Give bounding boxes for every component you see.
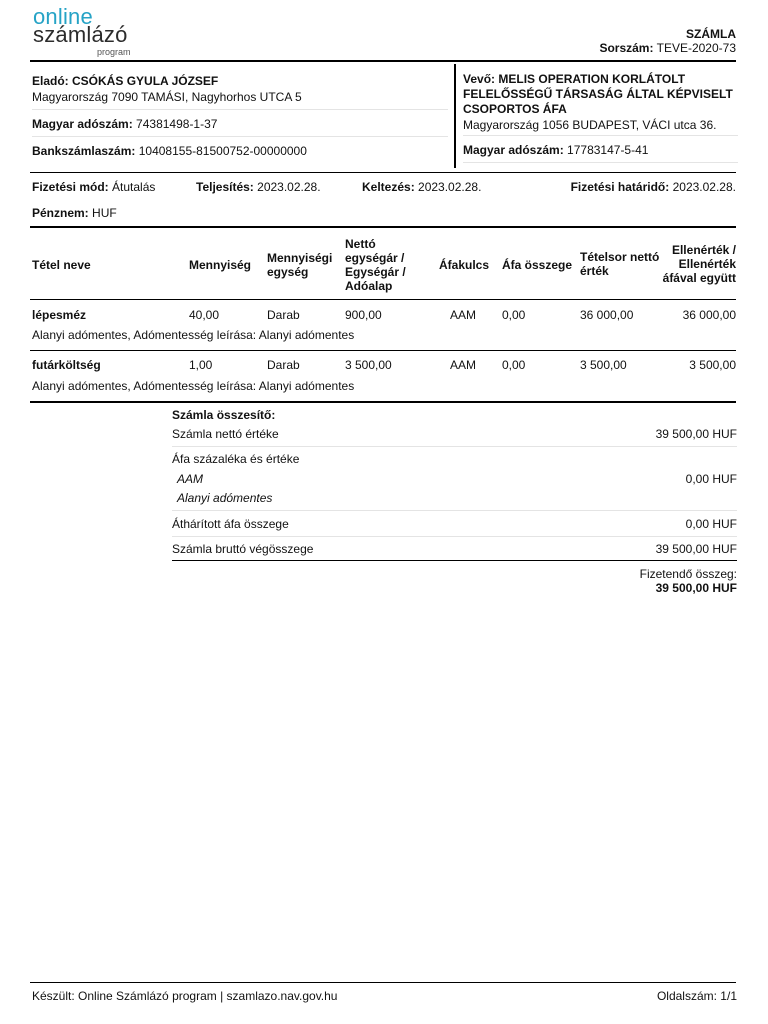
online-szamlazo-logo (33, 4, 143, 57)
issue-value: 2023.02.28. (418, 180, 482, 194)
fulfillment-date (196, 180, 321, 194)
payment-method (32, 180, 155, 194)
serial-label: Sorszám: (599, 41, 654, 55)
summary-net-value: 39 500,00 HUF (655, 427, 737, 441)
buyer-tax-value: 17783147-5-41 (567, 143, 649, 157)
due-label: Fizetési határidő: (570, 180, 670, 194)
summary-vat-desc: Alanyi adómentes (177, 491, 273, 505)
row-vat-note: Alanyi adómentes, Adómentesség leírása: Alanyi adómentes (32, 379, 355, 393)
header-net-l2: érték (580, 264, 609, 278)
currency (32, 206, 117, 220)
seller-name-row (32, 72, 448, 110)
seller-name: CSÓKÁS GYULA JÓZSEF (72, 74, 219, 88)
buyer-tax-label: Magyar adószám: (463, 143, 564, 157)
due-value: 2023.02.28. (672, 180, 736, 194)
summary-divider (172, 510, 737, 511)
header-vat-amount: Áfa összege (502, 258, 573, 272)
header-net-value (580, 250, 659, 278)
buyer-block (454, 64, 738, 168)
header-gross-l1: Ellenérték / (671, 243, 736, 257)
summary-divider (172, 536, 737, 537)
row-gross-value: 36 000,00 (682, 308, 736, 322)
header-unit-l2: egység (267, 265, 309, 279)
row-net-value: 3 500,00 (580, 358, 627, 372)
header-unit-l1: Mennyiségi (267, 251, 333, 265)
header-vat-rate: Áfakulcs (439, 258, 490, 272)
summary-vat-code: AAM (177, 472, 204, 486)
row-quantity: 40,00 (189, 308, 220, 322)
seller-tax-row (32, 110, 448, 137)
header-price-l4: Adóalap (345, 279, 393, 293)
seller-bank-label: Bankszámlaszám: (32, 144, 136, 158)
summary-transferred-value: 0,00 HUF (685, 517, 737, 531)
buyer-label: Vevő: (463, 72, 496, 86)
buyer-name (463, 64, 738, 117)
row-item-name: lépesméz (32, 308, 87, 322)
summary-end-divider (172, 560, 737, 561)
header-net-l1: Tételsor nettó (580, 250, 660, 264)
seller-label: Eladó: (32, 74, 69, 88)
seller-block (32, 72, 448, 163)
summary-vat-label: Áfa százaléka és értéke (172, 452, 300, 466)
seller-tax-label: Magyar adószám: (32, 117, 133, 131)
items-end-divider (30, 401, 736, 403)
summary-divider (172, 446, 737, 447)
row-vat-amount: 0,00 (502, 308, 526, 322)
fulfillment-label: Teljesítés: (196, 180, 254, 194)
summary-transferred-label: Áthárított áfa összege (172, 517, 289, 531)
row-unit-price: 900,00 (345, 308, 382, 322)
header-gross-value (663, 243, 736, 285)
issue-date (362, 180, 481, 194)
row-vat-rate: AAM (450, 358, 477, 372)
issue-label: Keltezés: (362, 180, 415, 194)
header-price-l3: Egységár / (345, 265, 406, 279)
header-quantity: Mennyiség (189, 258, 252, 272)
summary-gross-label: Számla bruttó végösszege (172, 542, 314, 556)
document-title: SZÁMLA (686, 27, 736, 41)
buyer-address: Magyarország 1056 BUDAPEST, VÁCI utca 36. (463, 117, 738, 136)
summary-title: Számla összesítő: (172, 408, 276, 422)
header-price-l2: egységár / (345, 251, 405, 265)
header-gross-l2: Ellenérték (678, 257, 736, 271)
seller-tax-value: 74381498-1-37 (136, 117, 218, 131)
table-top-divider (30, 226, 736, 228)
header-gross-l3: áfával együtt (662, 271, 736, 285)
buyer-tax-row (463, 136, 738, 158)
currency-label: Pénznem: (32, 206, 89, 220)
parties-divider (30, 172, 736, 173)
payable-label: Fizetendő összeg: (639, 567, 737, 581)
seller-bank-value: 10408155-81500752-00000000 (138, 144, 307, 158)
row-divider (30, 350, 736, 351)
row-net-value: 36 000,00 (580, 308, 634, 322)
row-unit: Darab (267, 358, 300, 372)
row-unit-price: 3 500,00 (345, 358, 392, 372)
header-item-name: Tétel neve (32, 258, 91, 272)
buyer-name-line2: FELELŐSSÉGŰ TÁRSASÁG ÁLTAL KÉPVISELT (463, 87, 733, 101)
footer-divider (30, 982, 736, 983)
header-divider (30, 60, 736, 62)
row-vat-note: Alanyi adómentes, Adómentesség leírása: Alanyi adómentes (32, 328, 355, 342)
summary-net-label: Számla nettó értéke (172, 427, 279, 441)
header-price-l1: Nettó (345, 237, 376, 251)
table-header-divider (30, 299, 736, 300)
serial-number (599, 41, 736, 55)
row-item-name: futárköltség (32, 358, 101, 372)
serial-value: TEVE-2020-73 (656, 41, 736, 55)
logo-program: program (97, 47, 131, 57)
summary-vat-value: 0,00 HUF (685, 472, 737, 486)
payment-method-value: Átutalás (112, 180, 156, 194)
page-number: Oldalszám: 1/1 (656, 989, 737, 1003)
logo-szamlazo: számlázó (33, 22, 128, 47)
seller-bank-row (32, 137, 448, 163)
row-vat-rate: AAM (450, 308, 477, 322)
payment-method-label: Fizetési mód: (32, 180, 109, 194)
header-unit (267, 251, 332, 279)
buyer-name-line1: MELIS OPERATION KORLÁTOLT (498, 72, 686, 86)
row-vat-amount: 0,00 (502, 358, 526, 372)
seller-address: Magyarország 7090 TAMÁSI, Nagyhorhos UTCA 5 (32, 90, 302, 104)
summary-gross-value: 39 500,00 HUF (655, 542, 737, 556)
due-date (571, 180, 736, 194)
row-unit: Darab (267, 308, 300, 322)
row-gross-value: 3 500,00 (689, 358, 736, 372)
row-quantity: 1,00 (189, 358, 213, 372)
currency-value: HUF (92, 206, 117, 220)
payable-value: 39 500,00 HUF (655, 581, 737, 595)
fulfillment-value: 2023.02.28. (257, 180, 321, 194)
header-unit-price (345, 237, 406, 293)
footer-credit: Készült: Online Számlázó program | szamlazo.nav.gov.hu (32, 989, 338, 1003)
buyer-name-line3: CSOPORTOS ÁFA (463, 102, 567, 116)
logo-online: online (33, 4, 93, 29)
buyer-tax-divider (463, 162, 738, 163)
